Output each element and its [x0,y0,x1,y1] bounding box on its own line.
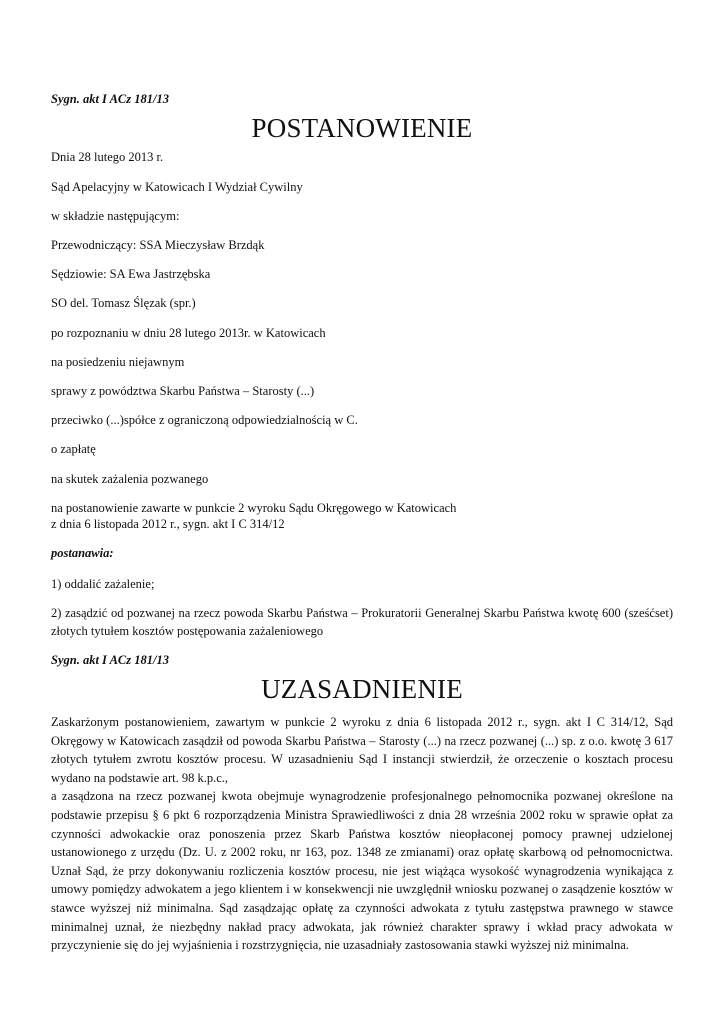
judges-line: Sędziowie: SA Ewa Jastrzębska [51,267,211,281]
subject-line: o zapłatę [51,442,96,456]
presiding-judge-line: Przewodniczący: SSA Mieczysław Brzdąk [51,238,265,252]
hearing-date-line: po rozpoznaniu w dniu 28 lutego 2013r. w Katowicach [51,326,326,340]
justification-title: UZASADNIENIE [261,674,463,704]
decision-item-2: 2) zasądzić od pozwanej na rzecz powoda Skarbu Państwa – Prokuratorii Generalnej Skarbu Państwa kwotę 600 (sześćset) złotych tytułem kosztów postępowania zażaleniowego [51,606,673,638]
case-signature-2: Sygn. akt I ACz 181/13 [51,653,169,667]
document-title: POSTANOWIENIE [251,113,473,143]
case-signature: Sygn. akt I ACz 181/13 [51,92,169,106]
ruling-reference-line-2: z dnia 6 listopada 2012 r., sygn. akt I C 314/12 [51,517,285,531]
justification-paragraph-2: a zasądzona na rzecz pozwanej kwota obejmuje wynagrodzenie profesjonalnego pełnomocnika pozwanej określone na podstawie przepisu § 6 pkt 6 rozporządzenia Ministra Sprawiedliwości z dnia 28 września 2002 roku w sprawie opłat za czynności adwokackie oraz ponoszenia przez Skarb Państwa kosztów nieopłaconej pomocy prawnej udzielonej ustanowionego z urzędu (Dz. U. z 2002 roku, nr 163, poz. 1348 ze zmianami) oraz opłatę skarbową od pełnomocnictwa. Uznał Sąd, że przy dokonywaniu rozliczenia kosztów procesu, nie jest wiążąca wysokość wynagrodzenia wynikająca z umowy pomiędzy adwokatem a jego klientem i w konsekwencji nie uwzględnił wniosku pozwanej o zasądzenie kosztów w stawce wyższej niż minimalna. Sąd zasądzając opłatę za czynności adwokata z tytułu zastępstwa prawnego w stawce minimalnej uznał, że niezbędny nakład pracy adwokata, jak również charakter sprawy i wkład pracy adwokata w przyczynienie się do jej wyjaśnienia i rozstrzygnięcia, nie uzasadniały zastosowania stawki wyższej niż minimalna. [51,789,673,953]
plaintiff-line: sprawy z powództwa Skarbu Państwa – Starosty (...) [51,384,315,398]
appeal-line: na skutek zażalenia pozwanego [51,472,209,486]
date-line: Dnia 28 lutego 2013 r. [51,150,164,164]
justification-text [51,713,673,955]
decision-item-1: 1) oddalić zażalenie; [51,577,155,591]
ruling-reference-line-1: na postanowienie zawarte w punkcie 2 wyroku Sądu Okręgowego w Katowicach [51,501,457,515]
composition-label: w składzie następującym: [51,209,180,223]
session-type-line: na posiedzeniu niejawnym [51,355,185,369]
court-line: Sąd Apelacyjny w Katowicach I Wydział Cywilny [51,180,303,194]
judge-rapporteur-line: SO del. Tomasz Ślęzak (spr.) [51,296,196,310]
decides-label: postanawia: [51,546,114,560]
justification-paragraph-1: Zaskarżonym postanowieniem, zawartym w punkcie 2 wyroku z dnia 6 listopada 2012 r., sygn. akt I C 314/12, Sąd Okręgowy w Katowicach zasądził od powoda Skarbu Państwa – Starosty (...) na rzecz pozwanej (...) sp. z o.o. kwotę 3 617 złotych tytułem zwrotu kosztów procesu. W uzasadnieniu Sąd I instancji stwierdził, że orzeczenie o kosztach procesu wydano na podstawie art. 98 k.p.c., [51,715,673,785]
defendant-line: przeciwko (...)spółce z ograniczoną odpowiedzialnością w C. [51,413,358,427]
